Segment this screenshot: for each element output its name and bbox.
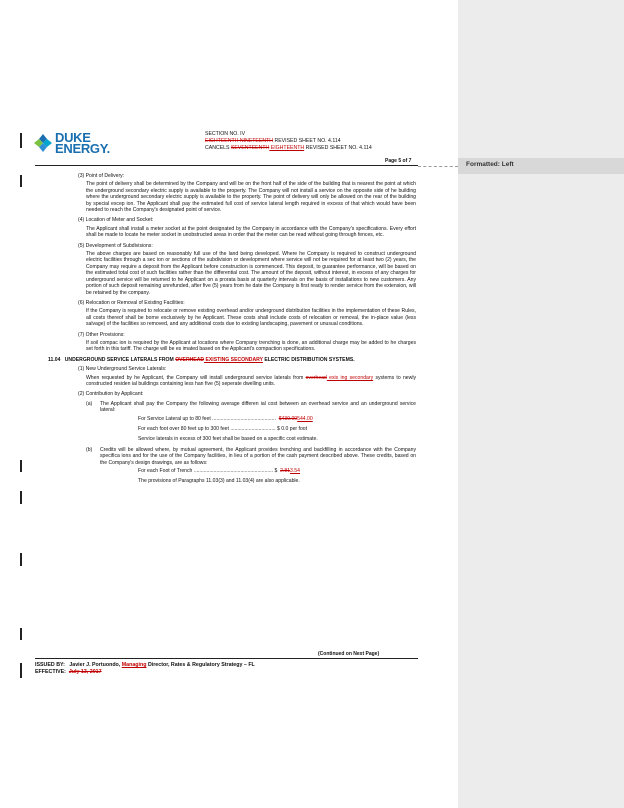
item-paragraph: When requested by he Applicant, the Company will install underground service laterals from overhead exis ing secondary systems to newly constructed residen ial buildings containing less han five (5) seperate dwelling units. bbox=[86, 374, 416, 387]
sheet-header bbox=[205, 131, 372, 152]
comment-label: Formatted: Left bbox=[466, 161, 514, 168]
deleted-text: SEVENTEENTH bbox=[230, 145, 270, 151]
deleted-text: $439.00 bbox=[278, 415, 298, 422]
inserted-text: exis ing secondary bbox=[326, 374, 374, 381]
change-bar bbox=[20, 133, 22, 148]
item-paragraph: The above charges are based on reasonably full use of the land being developed. Where he Company is required to construct underground electric facilities through a sec ion or sections of the subdivision or development where service will not be required for at least two (2) years, the Company may require a deposit from the Applicant before construction is commenced. This deposit, to guarantee performance, will be based on the estimated total cost of such facilities rather than the differential cost. The amount of the deposit, without interest, in excess of any charges for underground service will be returned to he Applicant on a prorata basis at quarterly intervals on the basis of installations to new customers. Any portion of such deposit remaining unrefunded, after five (5) years from he date the Company is first ready to render service from the extension, will be retained by the company. bbox=[86, 251, 416, 296]
section-heading: 11.04 UNDERGROUND SERVICE LATERALS FROM OVERHEAD EXISTING SECONDARY ELECTRIC DISTRIBUTION SYSTEMS. bbox=[48, 356, 355, 363]
deleted-text: 2.81 bbox=[280, 468, 291, 475]
change-bar bbox=[20, 460, 22, 472]
inserted-text: 544.00 bbox=[297, 415, 313, 422]
item-paragraph: If the Company is required to relocate or remove existing overhead and/or underground distribution facilities in the implementation of these Rules, all costs thereof shall be borne exclusively by he Applicant. These costs shall include costs of relocation or removal, the in-place value (less salvage) of the facilities so removed, and any additional costs due to existing landscaping, pavement or unusual conditions. bbox=[86, 308, 416, 328]
change-bar bbox=[20, 663, 22, 678]
rate-line: For Service Lateral up to 80 feet ............................................. $439.00544.00 bbox=[138, 415, 313, 422]
logo-line1: DUKE bbox=[55, 130, 91, 145]
item-paragraph: The Applicant shall install a meter socket at the point designated by the Company in accordance with the Company's specifications. Every effort shall be made to locate he meter socket in unobstructed areas in order that the meter can be read without going through fences, etc. bbox=[86, 225, 416, 239]
comment-connector bbox=[418, 166, 458, 167]
effective-line: EFFECTIVE: July 13, 2017 bbox=[35, 669, 102, 675]
issuance-footer bbox=[35, 662, 255, 676]
item-heading: (2) Contribution by Applicant: bbox=[78, 391, 144, 398]
comment-pane bbox=[458, 0, 624, 808]
item-heading: (7) Other Provisions: bbox=[78, 331, 125, 338]
rate-line: For each foot over 80 feet up to 300 feet ................................ $ 0.0 per foot bbox=[138, 426, 308, 432]
sheet-revision: EIGHTEENTH NINETEENTH REVISED SHEET NO. 4.114 bbox=[205, 138, 341, 144]
issued-by-line: ISSUED BY: Javier J. Portuondo, Managing Director, Rates & Regulatory Strategy – FL bbox=[35, 662, 255, 668]
deleted-text: July 13, 2017 bbox=[68, 669, 102, 675]
item-paragraph: The point of delivery shall be determined by the Company and will be on the front half of the side of the building that is nearest the point at which the underground secondary electric supply is available to the property. The Company will not install a service on the opposite side of he building where the underground secondary electric supply is available to the property. The point of delivery will only be allowed on the rear of the building by special excep ion. The Applicant shall pay the estimated full cost of service lateral length required in excess of that which would have been needed to reach the Company's designated point of service. bbox=[86, 181, 416, 214]
deleted-text: EIGHTEENTH NINETEENTH bbox=[205, 138, 274, 144]
page-number: Page 5 of 7 bbox=[385, 158, 412, 164]
change-bar bbox=[20, 628, 22, 640]
logo-line2: ENERGY. bbox=[55, 141, 110, 156]
duke-energy-logo bbox=[33, 132, 110, 154]
subitem-a: (a) The Applicant shall pay the Company the following average differen ial cost between an overhead service and an underground service lateral: bbox=[86, 400, 416, 414]
item-heading: (4) Location of Meter and Socket: bbox=[78, 217, 154, 224]
item-heading: (6) Relocation or Removal of Existing Facilities: bbox=[78, 299, 185, 306]
item-heading: (3) Point of Delivery: bbox=[78, 173, 125, 179]
footer-rule bbox=[35, 658, 418, 659]
item-heading: (1) New Underground Service Laterals: bbox=[78, 366, 167, 373]
inserted-text: 3.54 bbox=[290, 468, 300, 475]
change-bar bbox=[20, 491, 22, 504]
deleted-text: OVERHEAD bbox=[175, 356, 205, 363]
header-rule bbox=[35, 165, 418, 166]
flame-icon bbox=[33, 133, 53, 153]
inserted-text: EXISTING SECONDARY bbox=[204, 356, 263, 363]
inserted-text: EIGHTEENTH bbox=[269, 145, 305, 151]
item-paragraph: If soil compac ion is required by the Applicant at locations where Company trenching is done, an additional charge may be added to he charges set forth in this tariff. The charge will be es imated based on the Applicant's compaction specifications. bbox=[86, 339, 416, 353]
inserted-text: Managing bbox=[121, 662, 147, 668]
section-number: SECTION NO. IV bbox=[205, 131, 246, 137]
change-bar bbox=[20, 553, 22, 566]
trench-credit-line: For each Foot of Trench ........................................................ $ 2.813.54 bbox=[138, 468, 300, 475]
document-body bbox=[48, 170, 416, 489]
subitem-b: (b) Credits will be allowed where, by mutual agreement, the Applicant provides trenching and backfilling in accordance with the Company specifica ions and for the use of the Company facilities, in lieu of a portion of the cash payment described above. These credits, based on the Company's design drawings, are as follows: bbox=[86, 446, 416, 466]
cancels-line: CANCELS SEVENTEENTH EIGHTEENTH REVISED SHEET NO. 4.114 bbox=[205, 145, 372, 151]
provisions-line: The provisions of Paragraphs 11.03(3) and 11.03(4) are also applicable. bbox=[138, 478, 300, 485]
rate-note: Service laterals in excess of 300 feet shall be based on a specific cost estimate. bbox=[138, 436, 318, 443]
deleted-text: overhead bbox=[305, 374, 327, 381]
change-bar bbox=[20, 175, 22, 187]
continued-note: (Continued on Next Page) bbox=[318, 651, 380, 657]
item-heading: (5) Development of Subdivisions: bbox=[78, 242, 153, 249]
